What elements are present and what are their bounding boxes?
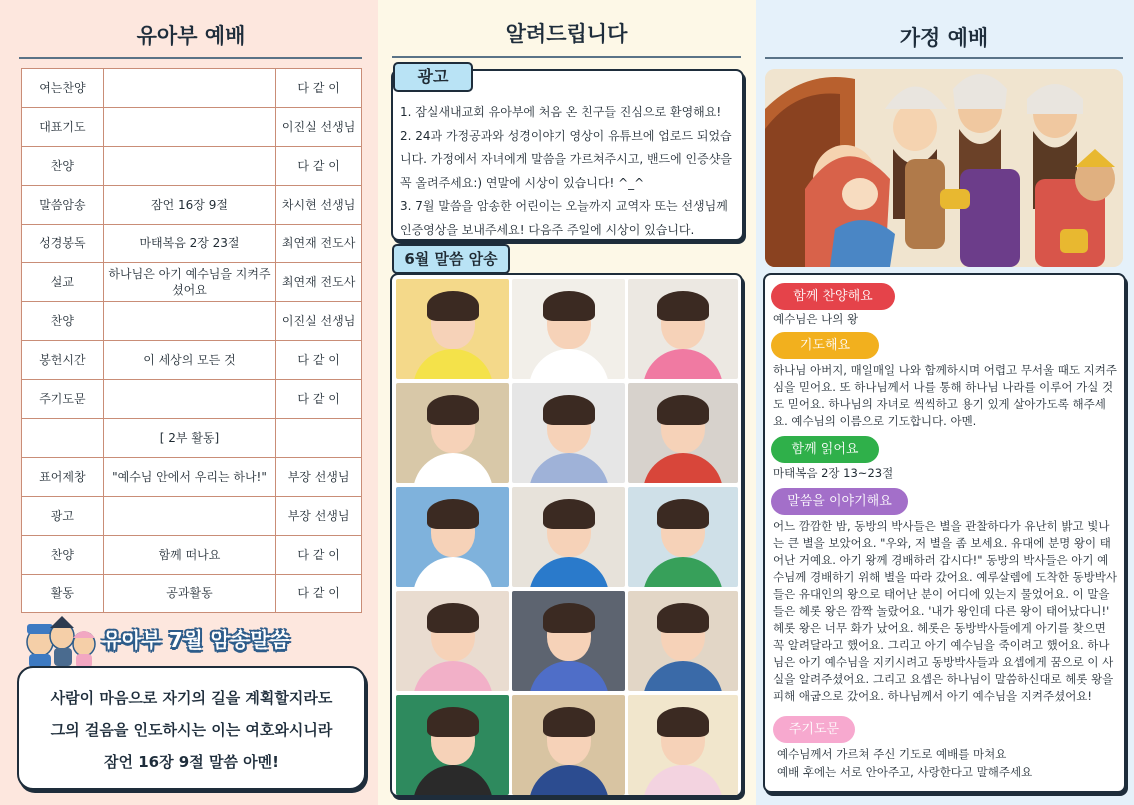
child-photo <box>628 591 738 691</box>
worship-row <box>22 457 362 496</box>
row-leader: 다 같 이 <box>276 574 362 613</box>
row-leader: 최연재 전도사 <box>276 263 362 302</box>
notice-list <box>400 101 738 242</box>
row-part: 활동 <box>22 574 104 613</box>
worship-row <box>22 419 362 458</box>
notice-tag: 광고 <box>393 62 473 92</box>
section-text-praise: 예수님은 나의 왕 <box>773 312 859 326</box>
row-content: 이 세상의 모든 것 <box>103 341 275 380</box>
row-content <box>103 496 275 535</box>
child-photo <box>628 279 738 379</box>
row-leader: 다 같 이 <box>276 146 362 185</box>
worship-row <box>22 146 362 185</box>
worship-order-table <box>21 68 362 613</box>
row-content: [ 2부 활동] <box>103 419 275 458</box>
worship-row <box>22 185 362 224</box>
section-pill-story: 말씀을 이야기해요 <box>771 488 908 515</box>
memory-verse-line-3: 잠언 16장 9절 말씀 아멘! <box>104 753 279 771</box>
section-text-reading: 마태복음 2장 13~23절 <box>773 466 894 480</box>
worship-title-rule <box>19 57 362 59</box>
row-content: 함께 떠나요 <box>103 535 275 574</box>
row-part: 주기도문 <box>22 380 104 419</box>
row-content: 잠언 16장 9절 <box>103 185 275 224</box>
worship-row <box>22 380 362 419</box>
row-content <box>103 380 275 419</box>
worship-row <box>22 263 362 302</box>
child-photo <box>512 591 625 691</box>
row-part: 설교 <box>22 263 104 302</box>
row-leader: 다 같 이 <box>276 380 362 419</box>
row-leader <box>276 419 362 458</box>
row-part: 봉헌시간 <box>22 341 104 380</box>
notice-title-rule <box>392 56 741 58</box>
row-content: 마태복음 2장 23절 <box>103 224 275 263</box>
memory-verse-box <box>17 666 366 790</box>
row-part: 찬양 <box>22 535 104 574</box>
worship-row <box>22 69 362 108</box>
row-part: 성경봉독 <box>22 224 104 263</box>
row-content: "예수님 안에서 우리는 하나!" <box>103 457 275 496</box>
family-worship-rule <box>765 57 1123 59</box>
child-photo <box>396 279 509 379</box>
worship-row <box>22 535 362 574</box>
row-leader: 다 같 이 <box>276 341 362 380</box>
characters-icon <box>20 612 100 668</box>
worship-row <box>22 574 362 613</box>
row-leader: 최연재 전도사 <box>276 224 362 263</box>
worship-row <box>22 341 362 380</box>
row-part: 광고 <box>22 496 104 535</box>
child-photo <box>512 279 625 379</box>
section-pill-praise: 함께 찬양해요 <box>771 283 895 310</box>
memory-verse-title: 유아부 7월 암송말씀 <box>102 628 290 652</box>
row-leader: 다 같 이 <box>276 69 362 108</box>
row-part: 대표기도 <box>22 107 104 146</box>
row-leader: 차시현 선생님 <box>276 185 362 224</box>
row-part: 찬양 <box>22 146 104 185</box>
row-part: 말씀암송 <box>22 185 104 224</box>
row-part <box>22 419 104 458</box>
row-part: 여는찬양 <box>22 69 104 108</box>
row-content <box>103 146 275 185</box>
child-photo <box>512 695 625 795</box>
child-photo <box>396 383 509 483</box>
section-text-story: 어느 깜깜한 밤, 동방의 박사들은 별을 관찰하다가 유난히 밝고 빛나는 큰 별을 보았어요. "우와, 저 별을 좀 보세요. 유대에 분명 왕이 태어난 거예요. 아기 왕께 경배하러 갑시다!" 동방의 박사들은 아기 예수님께 경배하기 위해 별을 따라 갔어요. 예루살렘에 도착한 동방박사들은 유대인의 왕으로 태어난 분이 어디에 있는지 물었어요. 이 말을 들은 헤롯 왕은 깜짝 놀랐어요. '내가 왕인데 다른 왕이 태어났다니!' 헤롯 왕은 너무 화가 났어요. 헤롯은 동방박사들에게 아기를 찾으면 꼭 알려달라고 했어요. 그리고 아기 예수님을 죽이려고 했어요. 하나님은 아기 예수님을 지키시려고 동방박사들과 요셉에게 꿈으로 이 사실을 알려주셨어요. 그리고 요셉은 하나님이 말씀하신대로 헤롯 왕을 피해 애굽으로 갔어요. 하나님께서 아기 예수님을 지켜주셨어요! <box>773 519 1117 703</box>
row-leader: 이진실 선생님 <box>276 107 362 146</box>
notice-title: 알려드립니다 <box>505 22 628 46</box>
photo-tag: 6월 말씀 암송 <box>392 244 510 274</box>
worship-row <box>22 107 362 146</box>
child-photo <box>396 695 509 795</box>
child-photo <box>628 383 738 483</box>
worship-row <box>22 302 362 341</box>
row-leader: 이진실 선생님 <box>276 302 362 341</box>
row-content <box>103 69 275 108</box>
section-pill-lords-prayer: 주기도문 <box>773 716 855 743</box>
child-photo <box>512 487 625 587</box>
child-photo <box>396 487 509 587</box>
row-content <box>103 302 275 341</box>
section-text-prayer: 하나님 아버지, 매일매일 나와 함께하시며 어렵고 무서울 때도 지켜주심을 믿어요. 또 하나님께서 나를 통해 하나님 나라를 이루어 가실 것도 믿어요. 하나님의 자녀로 씩씩하고 용기 있게 살아가도록 해주세요. 예수님의 이름으로 기도합니다. 아멘. <box>773 363 1117 428</box>
memory-verse-line-2: 그의 걸음을 인도하시는 이는 여호와시니라 <box>50 721 333 739</box>
child-photo <box>628 487 738 587</box>
row-part: 표어제창 <box>22 457 104 496</box>
child-photo <box>396 591 509 691</box>
nativity-scene-image <box>765 69 1123 267</box>
photo-grid <box>396 279 738 795</box>
row-content: 공과활동 <box>103 574 275 613</box>
section-pill-reading: 함께 읽어요 <box>771 436 879 463</box>
row-content: 하나님은 아기 예수님을 지켜주셨어요 <box>103 263 275 302</box>
nativity-illustration <box>765 69 1123 267</box>
child-photo <box>512 383 625 483</box>
row-leader: 부장 선생님 <box>276 457 362 496</box>
family-worship-title: 가정 예배 <box>899 26 989 50</box>
notice-item-2: 2. 24과 가정공과와 성경이야기 영상이 유튜브에 업로드 되었습니다. 가정에서 자녀에게 말씀을 가르쳐주시고, 밴드에 인증샷을 꼭 올려주세요:) 연말에 시상이 있습니다! ^_^ <box>400 128 732 190</box>
memory-verse-line-1: 사람이 마음으로 자기의 길을 계획할지라도 <box>50 689 333 707</box>
row-leader: 부장 선생님 <box>276 496 362 535</box>
row-leader: 다 같 이 <box>276 535 362 574</box>
worship-title: 유아부 예배 <box>136 24 246 48</box>
worship-row <box>22 496 362 535</box>
row-content <box>103 107 275 146</box>
closing-text: 예배 후에는 서로 안아주고, 사랑한다고 말해주세요 <box>777 765 1033 779</box>
section-pill-prayer: 기도해요 <box>771 332 879 359</box>
notice-item-1: 1. 잠실새내교회 유아부에 처음 온 친구들 진심으로 환영해요! <box>400 105 722 119</box>
memory-verse-header <box>20 612 320 668</box>
child-photo <box>628 695 738 795</box>
worship-row <box>22 224 362 263</box>
section-text-lords-prayer: 예수님께서 가르쳐 주신 기도로 예배를 마쳐요 <box>777 747 1007 761</box>
row-part: 찬양 <box>22 302 104 341</box>
notice-item-3: 3. 7월 말씀을 암송한 어린이는 오늘까지 교역자 또는 선생님께 인증영상을 보내주세요! 다음주 주일에 시상이 있습니다. <box>400 199 728 237</box>
